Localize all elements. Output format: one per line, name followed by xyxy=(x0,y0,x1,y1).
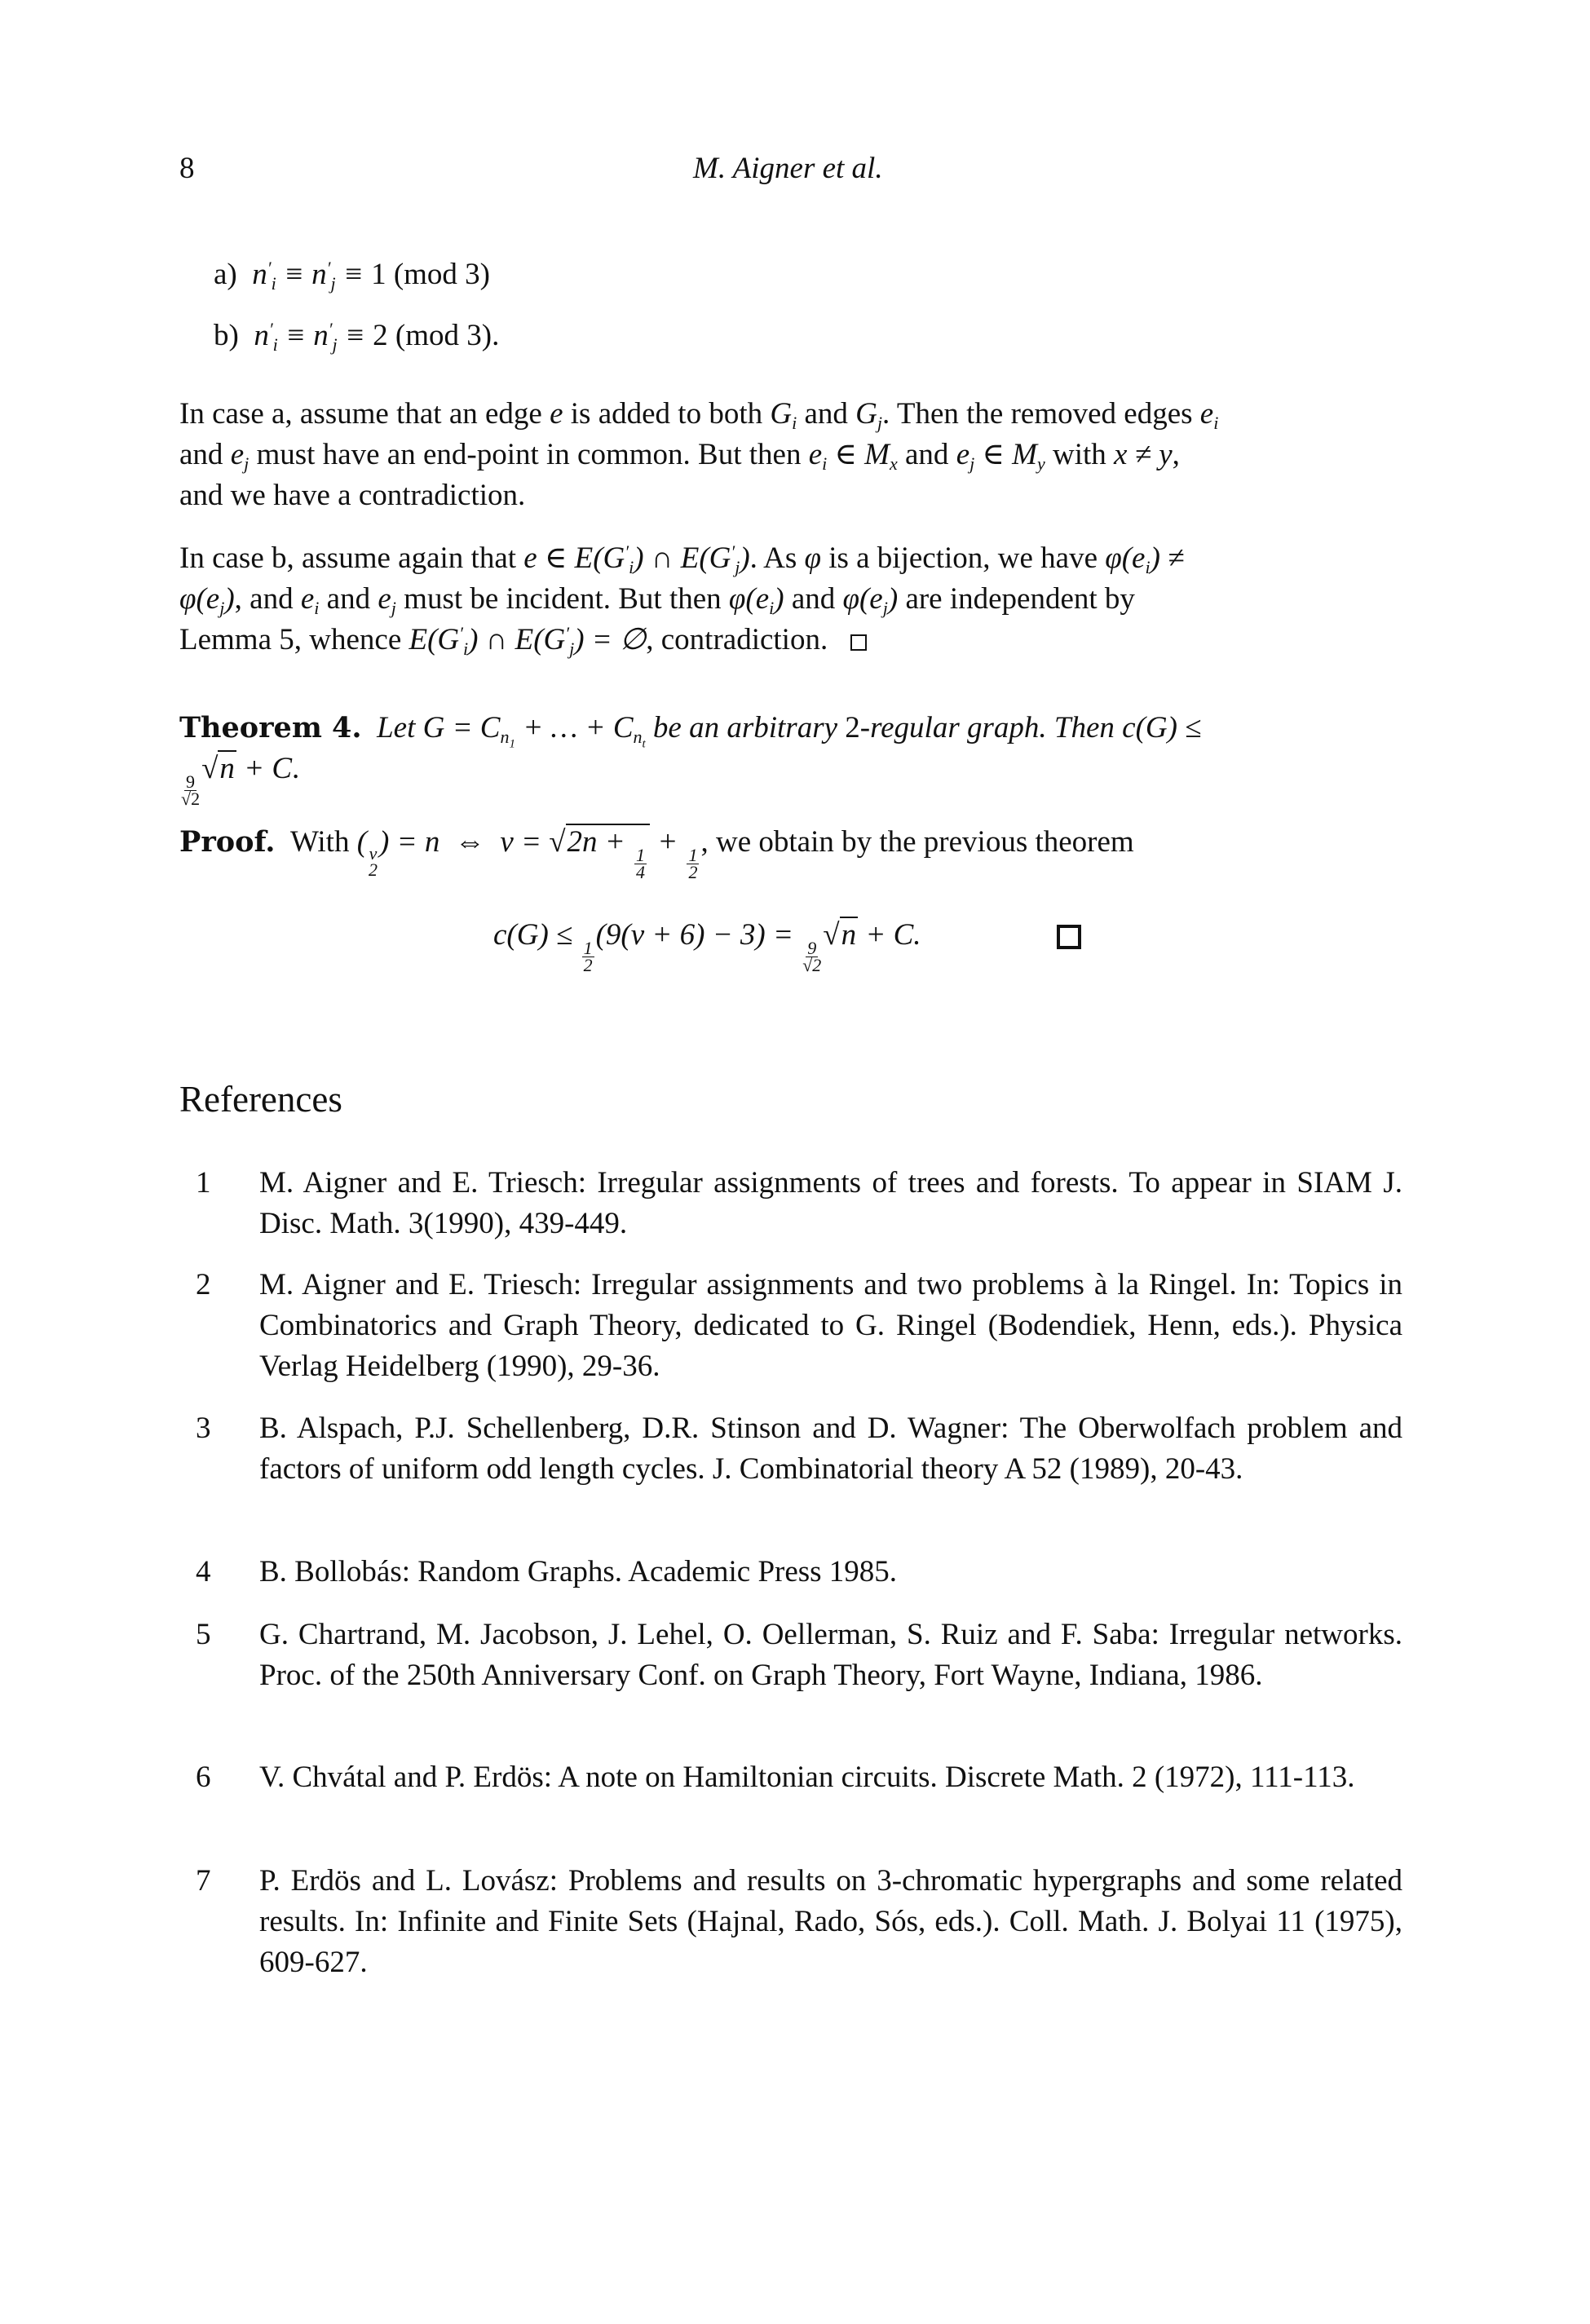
reference-number: 2 xyxy=(196,1268,211,1301)
reference-text: V. Chvátal and P. Erdös: A note on Hamiltonian circuits. Discrete Math. 2 (1972), 111-113. xyxy=(259,1761,1355,1794)
case-a-label: a) xyxy=(214,258,237,291)
running-title: M. Aigner et al. xyxy=(693,152,883,185)
theorem-4 xyxy=(179,708,1402,807)
paragraph-line: and $e_j$ must have an end-point in common. But then $e_i$ ∈ $M_x$ and $e_j$ ∈ $M_y$ with x ≠ y, xyxy=(179,438,1180,474)
paragraph-line: In case a, assume that an edge e is added to both $G_i$ and $G_j$. Then the removed edges $e_i$ xyxy=(179,397,1219,433)
paragraph-case-b xyxy=(179,538,1402,661)
reference-text: G. Chartrand, M. Jacobson, J. Lehel, O. Oellerman, S. Ruiz and F. Saba: Irregular networks. Proc. of the 250th Anniversary Conf. on Graph Theory, Fort Wayne, Indiana, 1986. xyxy=(259,1618,1402,1692)
reference-number: 5 xyxy=(196,1618,211,1651)
case-b-label: b) xyxy=(214,319,239,352)
display-equation: c(G) ≤ $\frac{1}{2}$ (9(v + 6) − 3) = $\frac{9}{√2}$ √n + C. xyxy=(493,918,921,975)
theorem-line: Theorem 4. Let $G = C_{n_1}$ + … + $C_{n_t}$ be an arbitrary 2-regular graph. Then c(G) ≤ xyxy=(179,711,1202,751)
reference-text: B. Alspach, P.J. Schellenberg, D.R. Stinson and D. Wagner: The Oberwolfach problem and factors of uniform odd length cycles. J. Combinatorial theory A 52 (1989), 20-43. xyxy=(259,1412,1402,1486)
reference-number: 1 xyxy=(196,1166,211,1200)
reference-number: 3 xyxy=(196,1412,211,1445)
case-b-formula: $n'_i \equiv n'_j$ ≡ xyxy=(246,319,373,355)
proof: Proof. With ( v 2 ) = n ⇔ v = √2n + $\frac{1}{4}$ + $\frac{1}{2}$ , we obtain by the previous theorem xyxy=(179,825,1134,882)
qed-box-icon xyxy=(850,634,867,651)
reference-number: 4 xyxy=(196,1555,211,1588)
proof-label: Proof. xyxy=(179,825,276,859)
case-b xyxy=(214,316,499,356)
reference-text: M. Aigner and E. Triesch: Irregular assignments of trees and forests. To appear in SIAM J. Disc. Math. 3(1990), 439-449. xyxy=(259,1166,1402,1240)
reference-number: 6 xyxy=(196,1761,211,1794)
case-a-formula: $n'_i \equiv n'_j$ ≡ xyxy=(245,258,372,294)
page-number: 8 xyxy=(179,152,195,185)
reference-text: B. Bollobás: Random Graphs. Academic Press 1985. xyxy=(259,1555,898,1588)
case-b-mod: 2 (mod 3). xyxy=(373,319,500,352)
paragraph-line: In case b, assume again that e ∈ $E(G'_i)$ ∩ $E(G'_j)$. As φ is a bijection, we have $\varphi(e_i)$ ≠ xyxy=(179,541,1185,577)
paragraph-case-a xyxy=(179,394,1402,516)
paragraph-line: and we have a contradiction. xyxy=(179,479,526,512)
qed-box-icon xyxy=(1057,925,1081,949)
paragraph-line: Lemma 5, whence $E(G'_i)$ ∩ $E(G'_j)$ = ∅, contradiction. xyxy=(179,620,1402,661)
theorem-label: Theorem 4. xyxy=(179,711,362,744)
paragraph-line: $\varphi(e_j)$, and $e_i$ and $e_j$ must be incident. But then $\varphi(e_i)$ and $\varphi(e_j)$ are independent by xyxy=(179,582,1135,618)
case-a xyxy=(214,254,490,295)
case-a-mod: 1 (mod 3) xyxy=(371,258,490,291)
theorem-line: $\frac{9}{√2}$ √n + C. xyxy=(181,752,300,809)
reference-text: M. Aigner and E. Triesch: Irregular assignments and two problems à la Ringel. In: Topics in Combinatorics and Graph Theory, dedicated to G. Ringel (Bodendiek, Henn, eds.). Physica Verlag Heidelberg (1990), 29-36. xyxy=(259,1268,1402,1383)
reference-number: 7 xyxy=(196,1864,211,1898)
references-title: References xyxy=(179,1079,342,1120)
reference-text: P. Erdös and L. Lovász: Problems and results on 3-chromatic hypergraphs and some related results. In: Infinite and Finite Sets (Hajnal, Rado, Sós, eds.). Coll. Math. J. Bolyai 11 (1975), 609-627. xyxy=(259,1864,1402,1979)
